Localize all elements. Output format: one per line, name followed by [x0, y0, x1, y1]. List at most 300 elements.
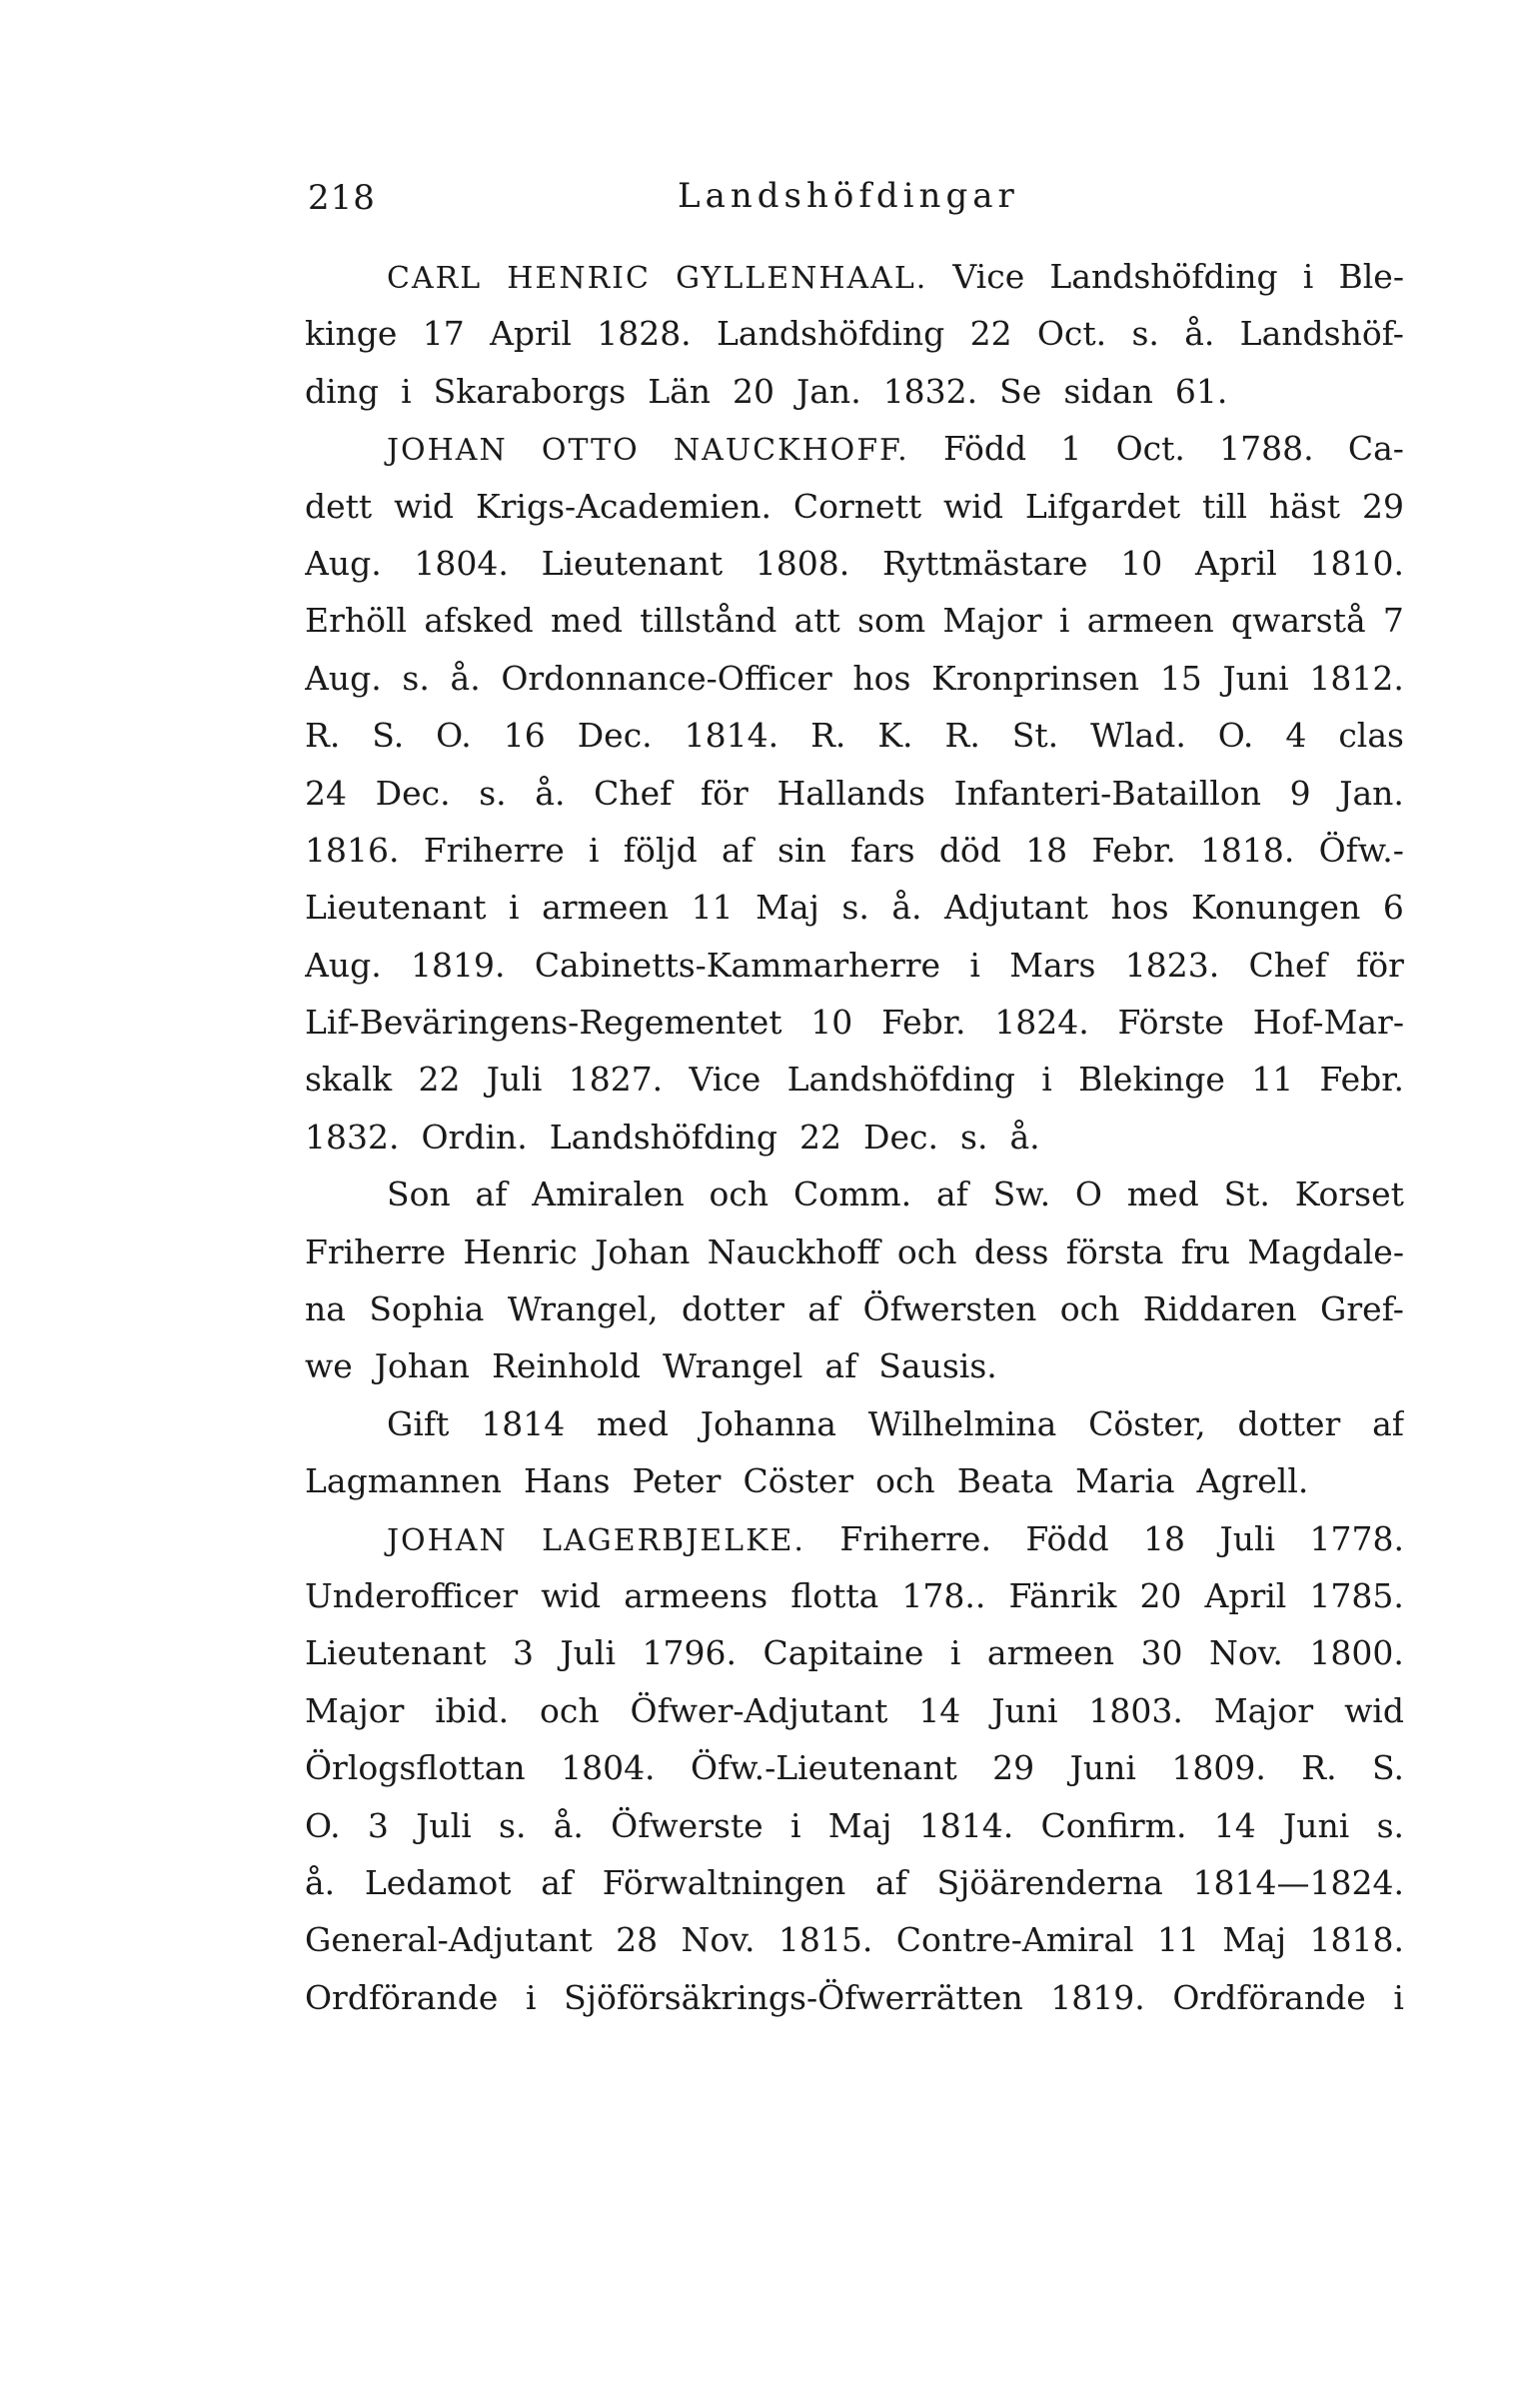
word: 1803.: [1088, 1690, 1183, 1730]
word: till: [1202, 486, 1247, 526]
word: och: [896, 1231, 957, 1271]
word: s.: [402, 658, 430, 698]
word: Dec.: [577, 716, 653, 756]
word: ibid.: [435, 1690, 510, 1730]
word: Se: [999, 371, 1042, 411]
word: Sw.: [992, 1175, 1051, 1214]
word: 1815.: [777, 1920, 873, 1960]
word: Korset: [1294, 1175, 1404, 1214]
word: Friherre: [305, 1231, 447, 1271]
word: 6: [1382, 888, 1404, 928]
word: Konungen: [1191, 888, 1361, 928]
word: 29: [992, 1748, 1035, 1788]
word: Beata: [956, 1461, 1054, 1501]
word: Maj: [756, 888, 819, 928]
word: s.: [1131, 314, 1159, 354]
word: 4: [1285, 716, 1307, 756]
word: 3: [367, 1805, 389, 1845]
word: Adjutant: [944, 888, 1088, 928]
word: i: [1302, 257, 1314, 296]
word: 1: [1060, 429, 1082, 469]
word: och: [709, 1175, 770, 1214]
word: Contre-Amiral: [895, 1920, 1134, 1960]
word: Mars: [1009, 945, 1096, 985]
word: Dec.: [863, 1117, 939, 1157]
word: Aug.: [305, 945, 382, 985]
text-line: [305, 1969, 1404, 2026]
text-line: [305, 1395, 1404, 1452]
text-line: [305, 478, 1404, 535]
word: 1785.: [1309, 1575, 1404, 1615]
text-line: [305, 1682, 1404, 1739]
word: 1814: [481, 1403, 566, 1443]
word: Öfwerste: [611, 1805, 764, 1845]
word: Juni: [1222, 658, 1289, 698]
word: Landshöf-: [1239, 314, 1404, 354]
word: 1818.: [1309, 1920, 1404, 1960]
word: 178..: [901, 1575, 986, 1615]
word: Förwaltningen: [602, 1862, 846, 1902]
word: 17: [422, 314, 465, 354]
word: Confirm.: [1040, 1805, 1187, 1845]
page-number: 218: [308, 178, 376, 218]
word: 14: [918, 1690, 961, 1730]
word: wid: [943, 486, 1003, 526]
word: flotta: [790, 1575, 879, 1615]
word: Landshöfding: [549, 1117, 778, 1157]
word: qwarstå: [1230, 601, 1366, 641]
word: Lieutenant: [305, 1633, 487, 1673]
word: armeen: [986, 1633, 1114, 1673]
word: Febr.: [1091, 830, 1176, 870]
word: Juni: [1069, 1748, 1136, 1788]
word: å.: [450, 658, 481, 698]
word: å.: [1009, 1117, 1040, 1157]
text-line: [305, 1166, 1404, 1222]
text-line: [305, 1051, 1404, 1108]
word: Reinhold: [492, 1346, 642, 1386]
word: 1810.: [1309, 543, 1404, 583]
word: död: [938, 830, 1001, 870]
word: Cöster: [743, 1461, 854, 1501]
text-line: [305, 994, 1404, 1051]
word: Wrangel,: [507, 1289, 659, 1329]
word: 20: [733, 371, 775, 411]
word: Fänrik: [1008, 1575, 1117, 1615]
page-header: [308, 178, 1407, 228]
word: Amiralen: [532, 1175, 685, 1214]
word: 3: [512, 1633, 534, 1673]
word: 22: [969, 314, 1012, 354]
word: Lifgardet: [1024, 486, 1181, 526]
word: 10: [810, 1003, 853, 1043]
text-line: [305, 937, 1404, 994]
word: i: [1041, 1060, 1052, 1100]
word: 1808.: [755, 543, 850, 583]
text-line: [305, 305, 1404, 362]
word: tillstånd: [640, 601, 777, 641]
word: s.: [1376, 1805, 1404, 1845]
word: armeen: [1086, 601, 1214, 641]
word: för: [700, 773, 749, 813]
word: i: [588, 830, 600, 870]
word: Cabinetts-Kammarherre: [534, 945, 941, 985]
word: Oct.: [1036, 314, 1107, 354]
word: Magdale-: [1247, 1231, 1404, 1271]
word: Chef: [1248, 945, 1327, 985]
word: som: [857, 601, 926, 641]
word: armeens: [624, 1575, 769, 1615]
word: Hans: [523, 1461, 611, 1501]
word: s.: [960, 1117, 988, 1157]
word: Chef: [594, 773, 673, 813]
word: 22: [799, 1117, 842, 1157]
word: och: [540, 1690, 600, 1730]
text-line: [305, 1739, 1404, 1796]
word: med: [597, 1403, 669, 1443]
text-line: [305, 1567, 1404, 1624]
word: St.: [1223, 1175, 1270, 1214]
word: å.: [891, 888, 922, 928]
word: 1796.: [642, 1633, 738, 1673]
word: 1814.: [918, 1805, 1014, 1845]
word: 1828.: [597, 314, 692, 354]
word: 1814.: [684, 716, 779, 756]
word: 1824.: [994, 1003, 1089, 1043]
word: Född: [942, 429, 1027, 469]
word: Maria: [1075, 1461, 1175, 1501]
word: Hof-Mar-: [1252, 1003, 1404, 1043]
word: 7: [1382, 601, 1404, 641]
word: Major: [305, 1690, 405, 1730]
word: Landshöfding: [786, 1060, 1015, 1100]
word: Infanteri-Bataillon: [953, 773, 1261, 813]
text-line: [305, 1109, 1404, 1166]
body-text: [305, 248, 1404, 2026]
word: Johan: [374, 1346, 471, 1386]
text-line: [305, 1337, 1404, 1394]
word: skalk: [305, 1060, 393, 1100]
word: Erhöll: [305, 601, 408, 641]
word: af: [1372, 1403, 1404, 1443]
word: Riddaren: [1142, 1289, 1297, 1329]
word: af: [874, 1862, 907, 1902]
word: för: [1356, 945, 1404, 985]
word: 11: [691, 888, 734, 928]
word: å.: [305, 1862, 336, 1902]
word: af: [475, 1175, 508, 1214]
word: i: [401, 371, 412, 411]
word: 18: [1025, 830, 1068, 870]
word: JOHAN: [387, 1522, 508, 1558]
text-line: [305, 420, 1404, 477]
word: i: [969, 945, 980, 985]
word: 1819.: [1050, 1977, 1145, 2017]
word: S.: [1372, 1748, 1404, 1788]
word: 1818.: [1199, 830, 1295, 870]
word: kinge: [305, 314, 398, 354]
word: 18: [1143, 1518, 1186, 1558]
word: Öfwer-Adjutant: [630, 1690, 888, 1730]
word: Ryttmästare: [881, 543, 1088, 583]
word: Gref-: [1320, 1289, 1404, 1329]
text-line: [305, 1510, 1404, 1567]
text-line: [305, 765, 1404, 822]
word: Major: [1213, 1690, 1314, 1730]
word: Friherre.: [839, 1518, 991, 1558]
word: wid: [541, 1575, 602, 1615]
word: Capitaine: [763, 1633, 924, 1673]
word: na: [305, 1289, 346, 1329]
word: s.: [499, 1805, 527, 1845]
word: Öfw.-: [1318, 830, 1404, 870]
word: Lif-Beväringens-Regementet: [305, 1003, 782, 1043]
word: dess: [973, 1231, 1049, 1271]
word: 1814—1824.: [1192, 1862, 1404, 1902]
text-line: [305, 1854, 1404, 1911]
word: Hallands: [776, 773, 925, 813]
word: Henric: [463, 1231, 578, 1271]
word: we: [305, 1346, 353, 1386]
word: R.: [810, 716, 846, 756]
word: Aug.: [305, 658, 382, 698]
word: Ordförande: [305, 1977, 499, 2017]
word: 29: [1361, 486, 1404, 526]
word: Major: [942, 601, 1042, 641]
word: Cornett: [792, 486, 922, 526]
word: 15: [1159, 658, 1202, 698]
word: Friherre: [423, 830, 565, 870]
word: i: [789, 1805, 801, 1845]
text-line: [305, 363, 1404, 420]
word: 1819.: [411, 945, 506, 985]
word: Örlogsflottan: [305, 1748, 526, 1788]
word: Vice: [952, 257, 1025, 296]
word: s.: [479, 773, 507, 813]
text-line: [305, 535, 1404, 592]
text-line: [305, 650, 1404, 707]
word: Wrangel: [663, 1346, 803, 1386]
text-line: [305, 879, 1404, 936]
word: Krigs-Academien.: [476, 486, 771, 526]
word: St.: [1011, 716, 1059, 756]
word: Comm.: [792, 1175, 912, 1214]
text-line: [305, 1624, 1404, 1681]
running-head: Landshöfdingar: [678, 176, 1019, 216]
word: 1832.: [305, 1117, 400, 1157]
word: i: [526, 1977, 537, 2017]
text-line: [305, 1223, 1404, 1280]
text-line: [305, 822, 1404, 879]
word: Son: [387, 1175, 451, 1214]
word: Landshöfding: [1049, 257, 1278, 296]
word: Peter: [632, 1461, 722, 1501]
word: af: [721, 830, 754, 870]
word: Dec.: [375, 773, 451, 813]
text-line: [305, 248, 1404, 305]
word: Sjöförsäkrings-Öfwerrätten: [564, 1977, 1023, 2017]
word: hos: [1110, 888, 1169, 928]
word: af: [824, 1346, 857, 1386]
word: 9: [1289, 773, 1311, 813]
word: Ble-: [1338, 257, 1404, 296]
word: 1804.: [561, 1748, 656, 1788]
word: 28: [616, 1920, 659, 1960]
word: dotter: [682, 1289, 784, 1329]
word: Underofficer: [305, 1575, 519, 1615]
word: Sausis.: [878, 1346, 997, 1386]
word: Aug.: [305, 543, 382, 583]
word: Juli: [416, 1805, 472, 1845]
word: O: [1074, 1175, 1102, 1214]
word: Febr.: [881, 1003, 966, 1043]
word: Lieutenant: [541, 543, 724, 583]
word: Juli: [560, 1633, 617, 1673]
word: och: [875, 1461, 935, 1501]
word: afsked: [424, 601, 534, 641]
word: Kronprinsen: [931, 658, 1140, 698]
word: sin: [777, 830, 826, 870]
word: Juli: [486, 1060, 543, 1100]
word: 20: [1139, 1575, 1182, 1615]
word: 30: [1140, 1633, 1183, 1673]
word: K.: [877, 716, 913, 756]
word: Wilhelmina: [867, 1403, 1057, 1443]
word: Nov.: [1208, 1633, 1283, 1673]
word: April: [490, 314, 572, 354]
word: Johanna: [700, 1403, 836, 1443]
word: April: [1194, 543, 1277, 583]
word: CARL: [387, 261, 483, 296]
word: fru: [1180, 1231, 1231, 1271]
word: Vice: [689, 1060, 762, 1100]
word: April: [1204, 1575, 1287, 1615]
word: i: [949, 1633, 961, 1673]
word: LAGERBJELKE.: [542, 1522, 805, 1558]
word: å.: [553, 1805, 584, 1845]
word: med: [1126, 1175, 1199, 1214]
word: Maj: [827, 1805, 892, 1845]
word: ding: [305, 371, 380, 411]
word: 1809.: [1171, 1748, 1266, 1788]
word: armeen: [542, 888, 670, 928]
word: 1788.: [1219, 429, 1314, 469]
word: 1832.: [882, 371, 978, 411]
word: af: [935, 1175, 968, 1214]
word: Cöster,: [1088, 1403, 1206, 1443]
word: Jan.: [1339, 773, 1404, 813]
word: Öfw.-Lieutenant: [691, 1748, 957, 1788]
word: dotter: [1237, 1403, 1341, 1443]
word: 1827.: [568, 1060, 664, 1100]
word: Johan: [595, 1231, 691, 1271]
word: Ordförande: [1172, 1977, 1366, 2017]
word: Ordonnance-Officer: [501, 658, 832, 698]
word: S.: [372, 716, 405, 756]
text-line: [305, 1280, 1404, 1337]
word: Öfwersten: [862, 1289, 1037, 1329]
word: häst: [1268, 486, 1341, 526]
word: Förste: [1117, 1003, 1224, 1043]
word: af: [807, 1289, 840, 1329]
word: R.: [1301, 1748, 1337, 1788]
word: General-Adjutant: [305, 1920, 593, 1960]
word: Nauckhoff: [707, 1231, 880, 1271]
word: OTTO: [541, 433, 640, 469]
word: i: [509, 888, 520, 928]
word: Född: [1025, 1518, 1109, 1558]
word: 61.: [1174, 371, 1228, 411]
word: Febr.: [1319, 1060, 1404, 1100]
word: fars: [850, 830, 915, 870]
word: Oct.: [1115, 429, 1185, 469]
word: å.: [535, 773, 566, 813]
word: 1812.: [1309, 658, 1404, 698]
text-line: [305, 707, 1404, 764]
word: Sophia: [369, 1289, 485, 1329]
word: i: [1058, 601, 1070, 641]
word: JOHAN: [387, 433, 508, 469]
word: Lieutenant: [305, 888, 487, 928]
word: Ledamot: [364, 1862, 512, 1902]
word: Juli: [1219, 1518, 1276, 1558]
word: 24: [305, 773, 347, 813]
word: Ordin.: [421, 1117, 528, 1157]
word: 1804.: [414, 543, 509, 583]
word: 1778.: [1309, 1518, 1404, 1558]
word: Nov.: [681, 1920, 756, 1960]
word: Blekinge: [1078, 1060, 1225, 1100]
word: Juni: [1283, 1805, 1350, 1845]
word: Ca-: [1347, 429, 1404, 469]
word: Gift: [387, 1403, 450, 1443]
word: Juni: [991, 1690, 1058, 1730]
word: 16: [503, 716, 546, 756]
word: O.: [436, 716, 472, 756]
word: Sjöärenderna: [936, 1862, 1163, 1902]
text-line: [305, 1911, 1404, 1968]
word: 10: [1120, 543, 1163, 583]
text-line: [305, 1797, 1404, 1854]
word: wid: [394, 486, 455, 526]
word: af: [541, 1862, 574, 1902]
word: O.: [1217, 716, 1254, 756]
word: NAUCKHOFF.: [673, 433, 909, 469]
word: s.: [841, 888, 869, 928]
word: R.: [305, 716, 341, 756]
word: sidan: [1063, 371, 1153, 411]
word: 1800.: [1309, 1633, 1404, 1673]
word: HENRIC: [507, 261, 651, 296]
word: följd: [623, 830, 698, 870]
word: 1816.: [305, 830, 400, 870]
word: O.: [305, 1805, 341, 1845]
word: Skaraborgs: [433, 371, 627, 411]
word: 1823.: [1124, 945, 1220, 985]
word: första: [1065, 1231, 1164, 1271]
text-line: [305, 1452, 1404, 1509]
word: Landshöfding: [716, 314, 945, 354]
word: GYLLENHAAL.: [676, 261, 928, 296]
word: å.: [1184, 314, 1215, 354]
word: att: [793, 601, 840, 641]
word: clas: [1338, 716, 1404, 756]
word: 14: [1213, 1805, 1256, 1845]
word: hos: [852, 658, 911, 698]
word: 11: [1251, 1060, 1294, 1100]
word: Lagmannen: [305, 1461, 502, 1501]
word: med: [551, 601, 623, 641]
